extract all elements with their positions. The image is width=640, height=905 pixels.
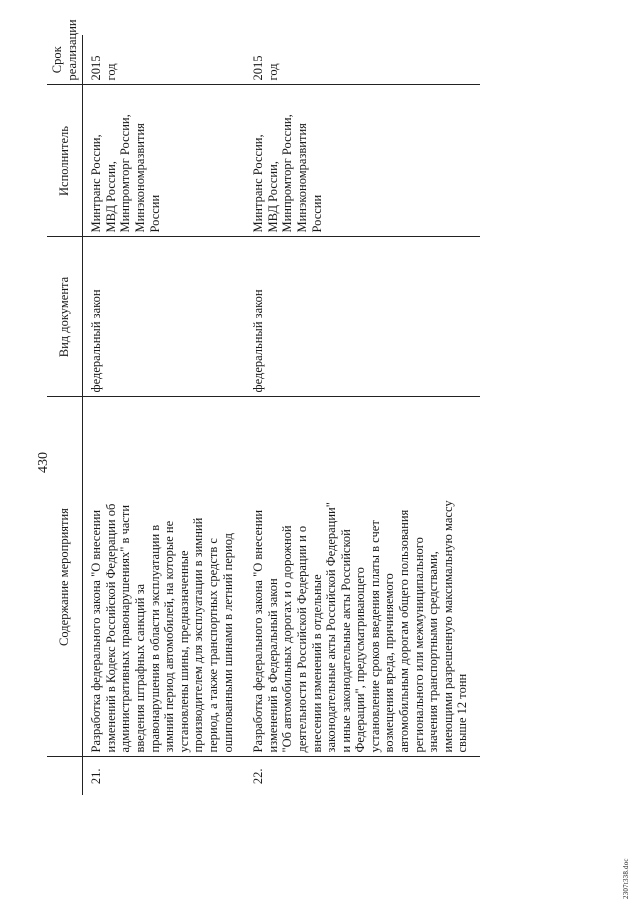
document-file-id: 2307t338.doc: [622, 858, 630, 899]
row-deadline: 2015 год: [245, 35, 480, 85]
row-content: Разработка федерального закона "О внесении изменений в Федеральный закон "Об автомобильных дорогах и о дорожной деятельности в Российской Федерации и о внесении изменений в отдельные законодательные акты Российской Федерации" и иные законодательные акты Российской Федерации", предусматривающего установление сроков введения платы в счет возмещения вреда, причиняемого автомобильным дорогам общего пользования регионального или межмуниципального значения транспортными средствами, имеющими разрешенную максимальную массу свыше 12 тонн: [245, 397, 480, 757]
row-deadline: 2015 год: [83, 35, 245, 85]
measures-table: [47, 19, 480, 795]
header-content: Содержание мероприятия: [47, 397, 83, 757]
header-doc-type: Вид документа: [47, 237, 83, 397]
table-row: [245, 35, 480, 795]
row-number: 21.: [89, 768, 104, 785]
row-executor: Минтранс России, МВД России, Минпромторг России, Минэкономразвития России: [83, 85, 245, 237]
page-number: 430: [36, 452, 51, 473]
row-doc-type: федеральный закон: [245, 237, 480, 397]
header-number: [47, 757, 83, 795]
row-content: Разработка федерального закона "О внесении изменений в Кодекс Российской Федерации об административных правонарушениях" в части введения штрафных санкций за правонарушения в области эксплуатации в зимний период автомобилей, на которые не установлены шины, предназначенные производителем для эксплуатации в зимний период, а также транспортных средств с ошипованными шинами в летний период: [83, 397, 245, 757]
row-number: 22.: [251, 768, 266, 785]
header-deadline: Срок реализации: [47, 35, 83, 85]
row-executor: Минтранс России, МВД России, Минпромторг России, Минэкономразвития России: [245, 85, 480, 237]
table-row: [83, 35, 245, 795]
row-doc-type: федеральный закон: [83, 237, 245, 397]
table-header-row: [47, 35, 83, 795]
header-executor: Исполнитель: [47, 85, 83, 237]
